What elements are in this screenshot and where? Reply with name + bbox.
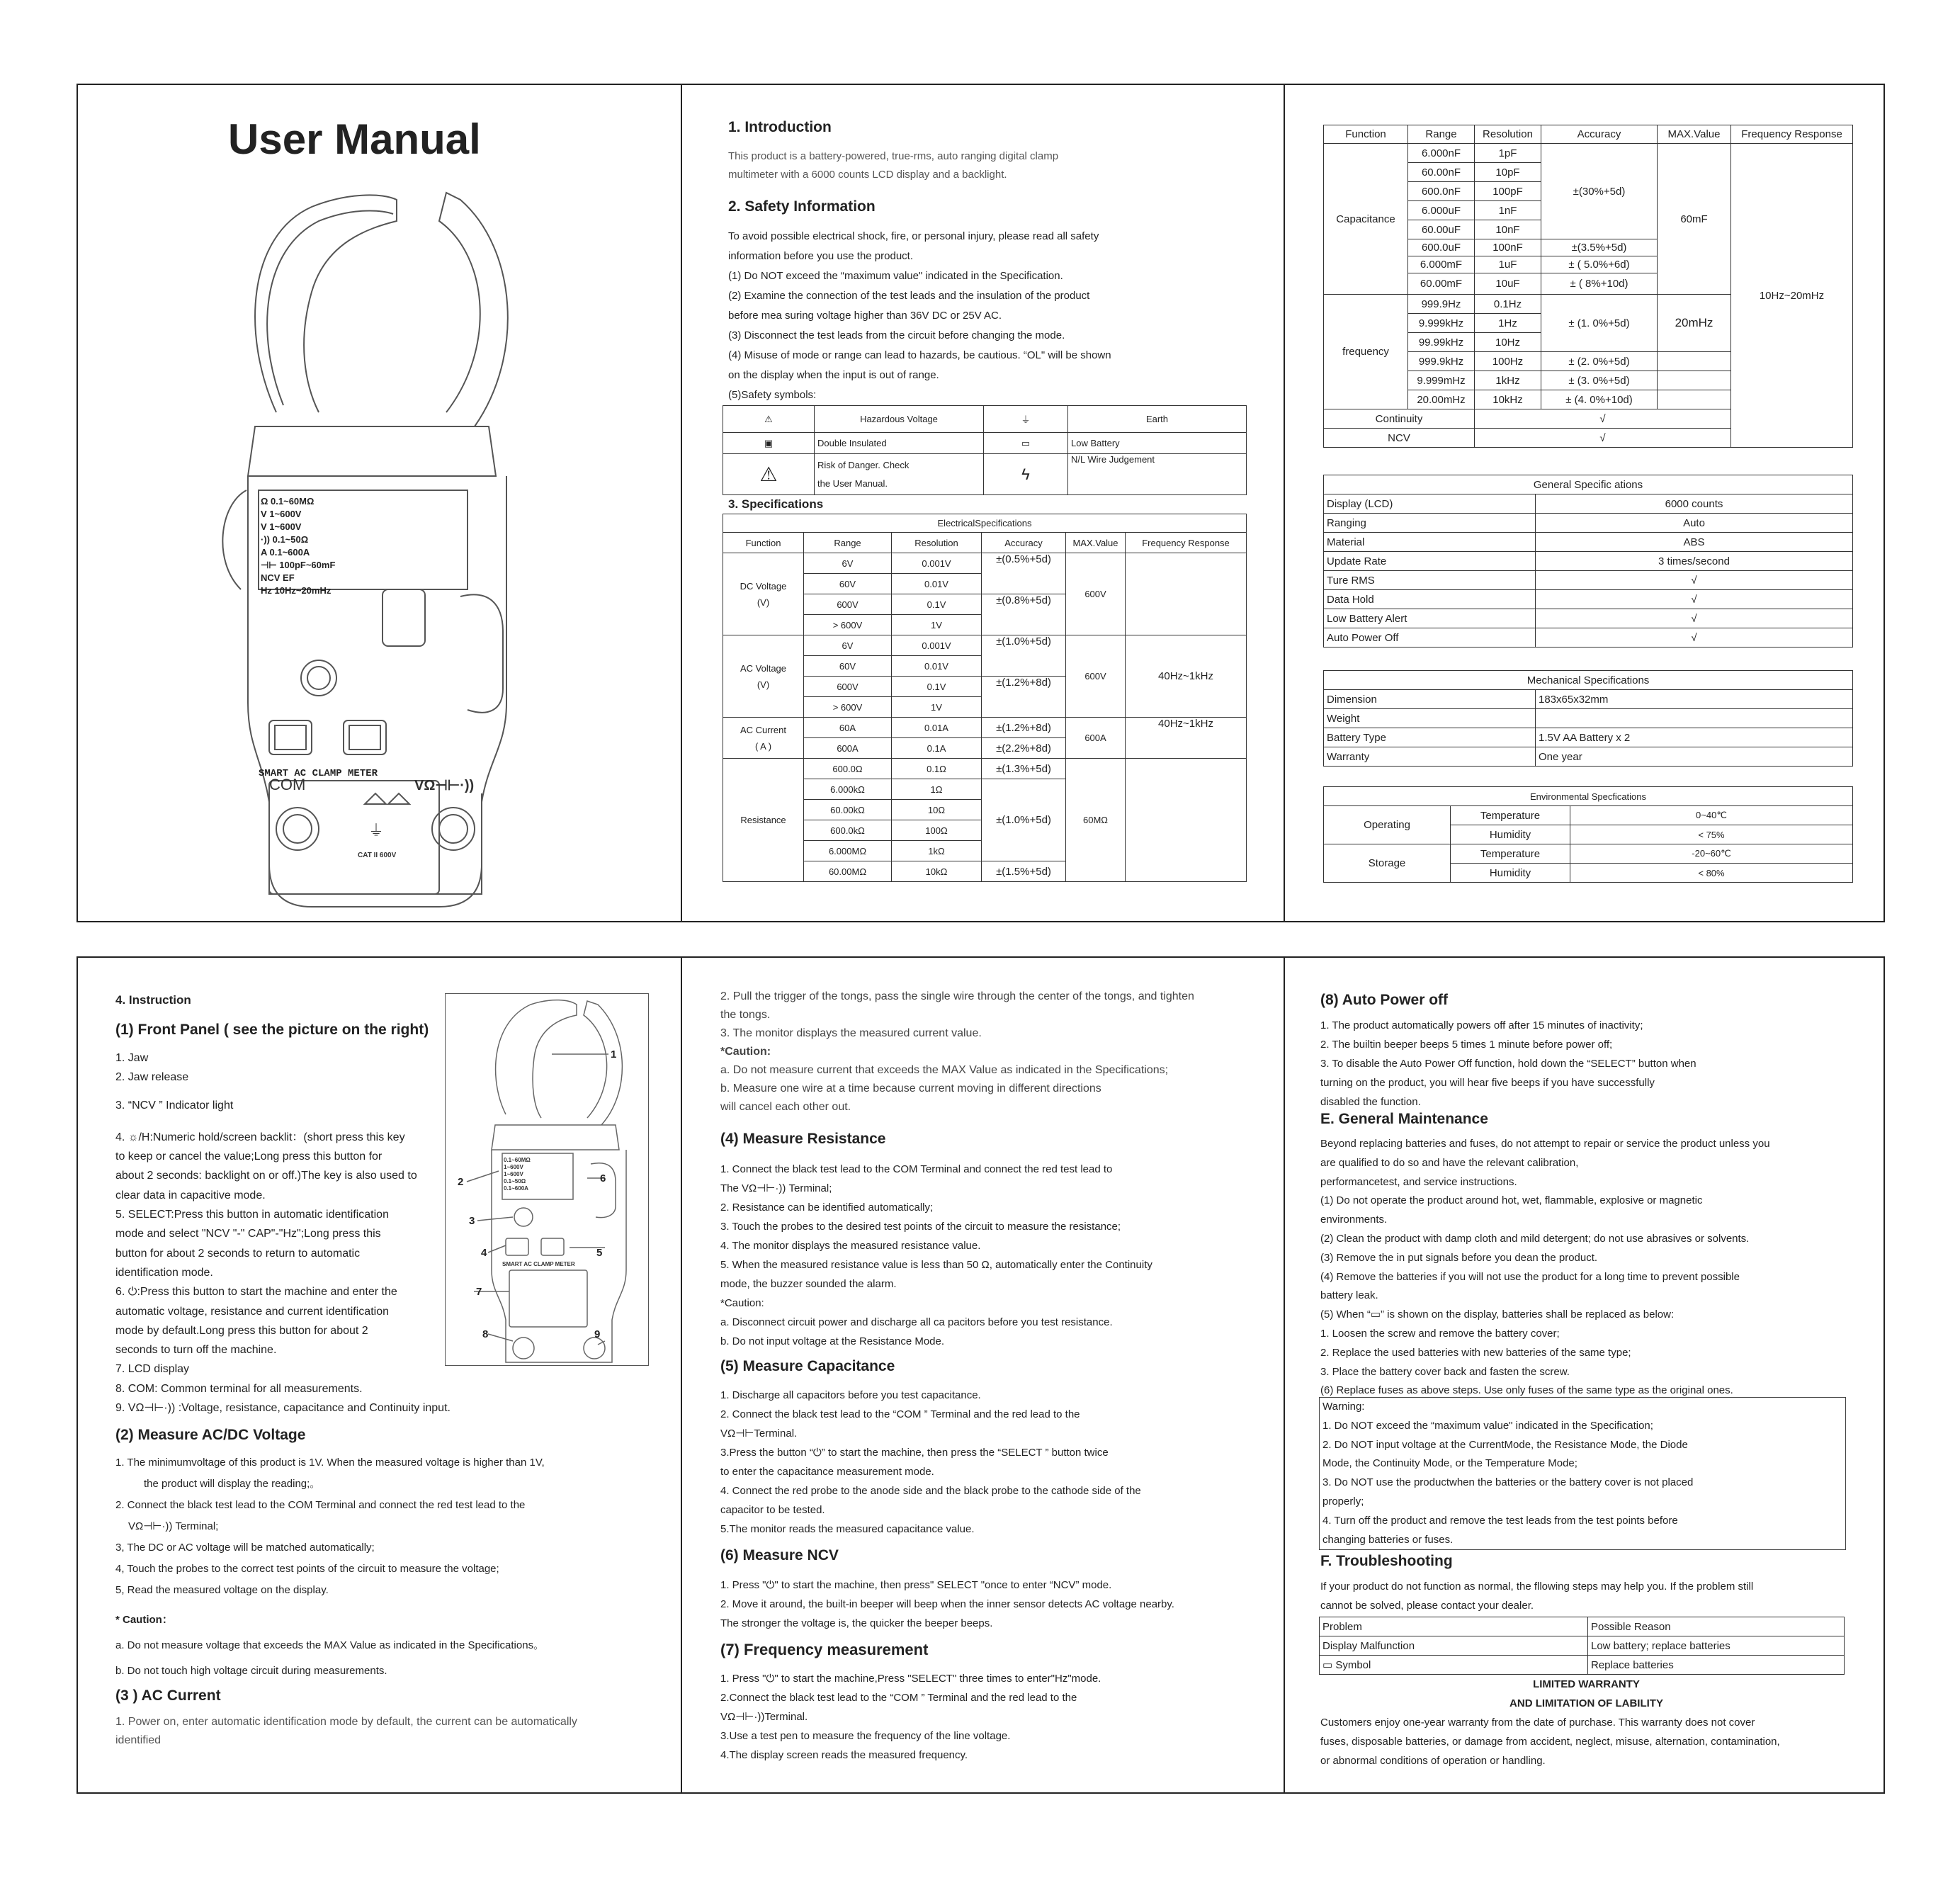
meter-range-8: Hz 10Hz~20mHz: [261, 585, 332, 596]
intro-column: [681, 85, 1284, 921]
com-label: COM: [269, 776, 306, 793]
electrical-spec-table: ElectricalSpecifications Function Range Resolution Accuracy MAX.Value Frequency Response DC Voltage (V) 6V 0.001V ±(0.5%+5d) 600V 60V 0.01V 600V 0.1V ±(0.8%+5d) > 600V 1V AC Voltage (V) 6V 0.001V ±(1.0%+5d) 600V 40Hz~1kHz 60V 0.01V 600V 0.1V ±(1.2%+8d) > 600V 1V AC Current ( A ) 60A 0.01A ±(1.2%+8d) 600A 40Hz~1kHz 600A 0.1A ±(2.2%+8d) Resistance 600.0Ω 0.1Ω ±(1.3%+5d) 60MΩ 6.000kΩ 1Ω ±(1.0%+5d) 60.00kΩ 10Ω 600.0kΩ 100Ω 6.000MΩ 1kΩ 60.00MΩ 10kΩ ±(1.5%+5d): [723, 514, 1247, 882]
bottom-sheet: [77, 956, 1885, 1794]
warning-box: Warning: 1. Do NOT exceed the “maximum value" indicated in the Specification; 2. Do NOT input voltage at the CurrentMode, the Resistance Mode, the Diode Mode, the Continuity Mode, or the Temperature Mode; 3. Do NOT use the productwhen the batteries or the battery cover is not placed properly; 4. Turn off the product and remove the test leads from the test points before changing batteries or fuses.: [1319, 1397, 1846, 1550]
svg-text:0.1~50Ω: 0.1~50Ω: [504, 1178, 526, 1184]
meter-range-4: ·)) 0.1~50Ω: [261, 534, 309, 545]
acdc-heading: (2) Measure AC/DC Voltage: [115, 1427, 306, 1443]
callout-9: 9: [594, 1328, 601, 1340]
troubleshooting-heading: F. Troubleshooting: [1320, 1553, 1453, 1569]
frequency-heading: (7) Frequency measurement: [720, 1641, 929, 1658]
top-sheet: [77, 84, 1885, 922]
safety-heading: 2. Safety Information: [728, 198, 876, 215]
auto-power-off-list: 1. The product automatically powers off after 15 minutes of inactivity; 2. The builtin beeper beeps 5 times 1 minute before power off; 3. To disable the Auto Power Off function, hold down the “SELECT” button when turning on the product, you will hear five beeps if you have successfully disabled the function.: [1320, 1019, 1696, 1108]
front-panel-list: 1. Jaw 2. Jaw release 3. “NCV ” Indicator light 4. ☼/H:Numeric hold/screen backlit：(short press this key to keep or cancel the value;Long press this button for about 2 seconds: backlight on or off.)The key is also used to clear data in capacitive mode. 5. SELECT:Press this button in automatic identification mode and select "NCV "-" CAP"-"Hz";Long press this button for about 2 seconds to return to automatic identification mode. 6. ⏻:Press this button to start the machine and enter the automatic voltage, resistance and current identification mode by default.Long press this button for about 2 seconds to turn off the machine. 7. LCD display 8. COM: Common terminal for all measurements. 9. VΩ⊣⊢·)) :Voltage, resistance, capacitance and Continuity input.: [115, 1052, 451, 1415]
figure-brand: SMART AC CLAMP METER: [502, 1261, 575, 1267]
general-spec-table: General Specific ations Display (LCD) 6000 counts Ranging Auto Material ABS Update Rate 3 times/second Ture RMS √ Data Hold √ Low Battery Alert √ Auto Power Off √: [1323, 475, 1853, 648]
v-terminal-label: VΩ⊣⊢·)): [414, 778, 475, 793]
measure-column: [681, 958, 1284, 1792]
warranty-heading: LIMITED WARRANTY AND LIMITATION OF LABILITY: [1509, 1678, 1663, 1709]
callout-8: 8: [482, 1328, 489, 1340]
capacitance-frequency-table: Function Range Resolution Accuracy MAX.Value Frequency Response Capacitance 6.000nF 1pF ±(30%+5d) 60mF 10Hz~20mHz 60.00nF 10pF 600.0nF 100pF 6.000uF 1nF 60.00uF 10nF 600.0uF 100nF ±(3.5%+5d) 6.000mF 1uF ± ( 5.0%+6d) 60.00mF 10uF ± ( 8%+10d) frequency 999.9Hz 0.1Hz ± (1. 0%+5d) 20mHz 9.999kHz 1Hz 99.99kHz 10Hz 999.9kHz 100Hz ± (2. 0%+5d) 9.999mHz 1kHz ± (3. 0%+5d) 20.00mHz 10kHz ± (4. 0%+10d) Continuity √ NCV √: [1323, 125, 1853, 448]
meter-range-6: ⊣⊢ 100pF~60mF: [261, 560, 336, 570]
safety-symbols-table: ⚠ Hazardous Voltage ⏚ Earth ▣ Double Insulated ▭ Low Battery ⚠ Risk of Danger. Check the User Manual. ϟ N/L Wire Judgement: [723, 405, 1247, 495]
ac-current-heading: (3 ) AC Current: [115, 1687, 221, 1704]
ncv-heading: (6) Measure NCV: [720, 1547, 839, 1563]
callout-6: 6: [600, 1172, 606, 1184]
meter-brand: SMART AC CLAMP METER: [259, 768, 378, 779]
safety-text: To avoid possible electrical shock, fire, or personal injury, please read all safety information before you use the product. (1) Do NOT exceed the “maximum value" indicated in the Specification. (2) Examine the connection of the test leads and the insulation of the product before mea suring voltage higher than 36V DC or 25V AC. (3) Disconnect the test leads from the circuit before changing the mode. (4) Misuse of mode or range can lead to hazards, be cautious. “OL" will be shown on the display when the input is out of range. (5)Safety symbols:: [728, 230, 1111, 401]
troubleshooting-table: Problem Possible Reason Display Malfunction Low battery; replace batteries ▭ Symbol Replace batteries: [1319, 1617, 1845, 1675]
svg-text:1~600V: 1~600V: [504, 1171, 523, 1177]
meter-range-5: A 0.1~600A: [261, 547, 310, 558]
callout-4: 4: [481, 1247, 487, 1259]
ac-current-text: 1. Power on, enter automatic identification mode by default, the current can be automatically identified: [115, 1716, 577, 1746]
callout-5: 5: [596, 1247, 603, 1259]
capacitance-heading: (5) Measure Capacitance: [720, 1358, 895, 1374]
resistance-list: 1. Connect the black test lead to the COM Terminal and connect the red test lead to The VΩ⊣⊢·)) Terminal; 2. Resistance can be identified automatically; 3. Touch the probes to the desired test points of the circuit to measure the resistance; 4. The monitor displays the measured resistance value. 5. When the measured resistance value is less than 50 Ω, automatically enter the Continuity mode, the buzzer sounded the alarm. *Caution: a. Disconnect circuit power and discharge all ca pacitors before you test resistance. b. Do not input voltage at the Resistance Mode.: [720, 1163, 1152, 1347]
meter-range-1: Ω 0.1~60MΩ: [261, 496, 315, 507]
maintenance-list: Beyond replacing batteries and fuses, do not attempt to repair or service the product unless you are qualified to do so and have the relevant calibration, performancetest, and service instructions. (1) Do not operate the product around hot, wet, flammable, explosive or magnetic environments. (2) Clean the product with damp cloth and mild detergent; do not use abrasives or solvents. (3) Remove the in put signals before you dean the product. (4) Remove the batteries if you will not use the product for a long time to prevent possible battery leak. (5) When “▭” is shown on the display, batteries shall be replaced as below: 1. Loosen the screw and remove the battery cover; 2. Replace the used batteries with new batteries of the same type; 3. Place the battery cover back and fasten the screw. (6) Replace fuses as above steps. Use only fuses of the same type as the original ones.: [1320, 1138, 1770, 1397]
cover-column: [78, 85, 681, 921]
figure-range-text: 0.1~60MΩ: [504, 1157, 531, 1163]
page-title: User Manual: [228, 115, 481, 163]
svg-text:0.1~600A: 0.1~600A: [504, 1185, 528, 1192]
spec-column: [1284, 85, 1886, 921]
svg-text:1~600V: 1~600V: [504, 1164, 523, 1170]
frequency-list: 1. Press "⏻" to start the machine,Press "SELECT" three times to enter"Hz"mode. 2.Connect the black test lead to the “COM ” Terminal and the red lead to the VΩ⊣⊢·))Terminal. 3.Use a test pen to measure the frequency of the line voltage. 4.The display screen reads the measured frequency.: [720, 1673, 1101, 1761]
front-panel-heading: (1) Front Panel ( see the picture on the right): [115, 1022, 429, 1038]
maintenance-column: [1284, 958, 1886, 1792]
troubleshooting-text: If your product do not function as normal, the fllowing steps may help you. If the problem still cannot be solved, please contact your dealer.: [1320, 1581, 1754, 1612]
meter-bottom: [227, 776, 524, 914]
meter-range-2: V 1~600V: [261, 509, 302, 519]
intro-heading: 1. Introduction: [728, 119, 832, 135]
spec-heading: 3. Specifications: [728, 497, 824, 511]
callout-7: 7: [476, 1286, 482, 1298]
instruction-column: [78, 958, 681, 1792]
acdc-list: 1. The minimumvoltage of this product is 1V. When the measured voltage is higher than 1V, the product will display the reading;。 2. Connect the black test lead to the COM Terminal and connect the red test lead to the VΩ⊣⊢·)) Terminal; 3, The DC or AC voltage will be matched automatically; 4, Touch the probes to the correct test points of the circuit to measure the voltage; 5, Read the measured voltage on the display. * Caution： a. Do not measure voltage that exceeds the MAX Value as indicated in the Specifications。 b. Do not touch high voltage circuit during measurements.: [115, 1457, 545, 1677]
resistance-heading: (4) Measure Resistance: [720, 1131, 886, 1147]
maintenance-heading: E. General Maintenance: [1320, 1111, 1488, 1127]
ncv-list: 1. Press "⏻" to start the machine, then press" SELECT "once to enter “NCV” mode. 2. Move it around, the built-in beeper will beep when the inner sensor detects AC voltage nearby. The stronger the voltage is, the quicker the beeper beeps.: [720, 1579, 1174, 1629]
callout-1: 1: [611, 1048, 617, 1061]
environmental-spec-table: Environmental Specfications Operating Temperature 0~40℃ Humidity < 75% Storage Temperature -20~60℃ Humidity < 80%: [1323, 786, 1853, 883]
mechanical-spec-table: Mechanical Specifications Dimension 183x65x32mm Weight Battery Type 1.5V AA Battery x 2 Warranty One year: [1323, 670, 1853, 767]
warranty-text: Customers enjoy one-year warranty from the date of purchase. This warranty does not cover fuses, disposable batteries, or damage from accident, neglect, misuse, alternation, contamination, or abnormal conditions of operation or handling.: [1320, 1717, 1780, 1767]
cat-label: CAT II 600V: [358, 852, 397, 859]
capacitance-list: 1. Discharge all capacitors before you test capacitance. 2. Connect the black test lead to the “COM ” Terminal and the red lead to the VΩ⊣⊢Terminal. 3.Press the button “⏻” to start the machine, then press the “SELECT ” button twice to enter the capacitance measurement mode. 4. Connect the red probe to the anode side and the black probe to the cathode side of the capacitor to be tested. 5.The monitor reads the measured capacitance value.: [720, 1389, 1141, 1535]
meter-range-3: V 1~600V: [261, 521, 302, 532]
auto-power-off-heading: (8) Auto Power off: [1320, 992, 1449, 1008]
intro-text: This product is a battery-powered, true-rms, auto ranging digital clamp multimeter with a 6000 counts LCD display and a backlight.: [728, 150, 1059, 181]
callout-3: 3: [469, 1215, 475, 1227]
callout-2: 2: [458, 1176, 464, 1188]
meter-range-7: NCV EF: [261, 572, 295, 583]
instruction-heading: 4. Instruction: [115, 993, 191, 1007]
ac-current-continued: 2. Pull the trigger of the tongs, pass the single wire through the center of the tongs, and tighten the tongs. 3. The monitor displays the measured current value. *Caution: a. Do not measure current that exceeds the MAX Value as indicated in the Specifications; b. Measure one wire at a time because current moving in different directions will cancel each other out.: [720, 990, 1194, 1113]
front-panel-figure: [445, 993, 649, 1366]
ground-symbol: ⏚: [368, 822, 385, 839]
